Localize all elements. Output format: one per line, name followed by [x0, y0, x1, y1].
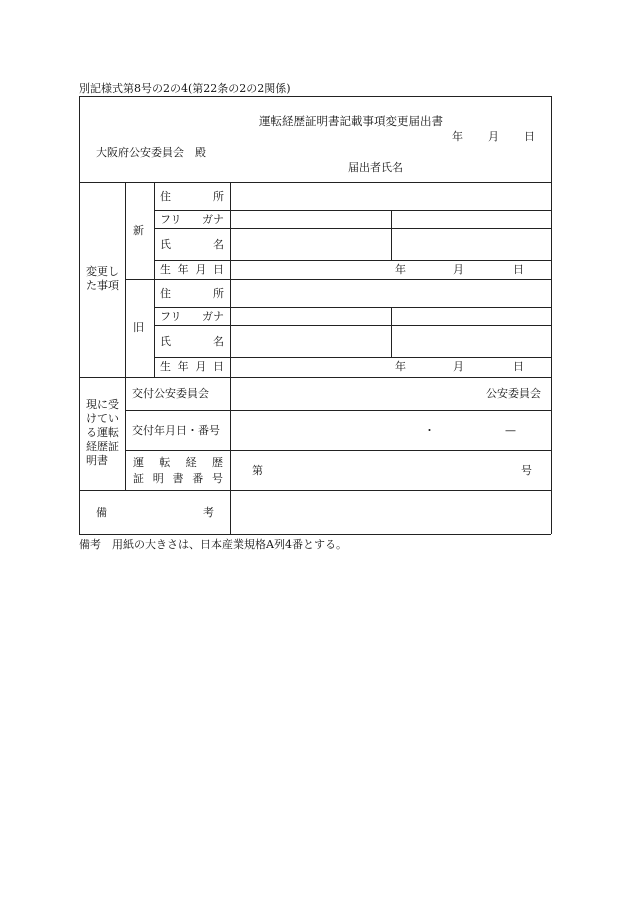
date-month-label: 月: [488, 130, 499, 143]
old-birth-month-unit: 月: [453, 360, 464, 373]
remarks-field[interactable]: [231, 491, 551, 534]
old-address-label: 住 所: [160, 287, 224, 300]
issue-date-number-field[interactable]: [231, 411, 551, 450]
new-birth-year-unit: 年: [395, 263, 406, 276]
old-birthdate-label: 生 年 月 日: [160, 360, 224, 373]
current-certificate-label: 現に受 けてい る運転 経歴証 明書: [86, 398, 119, 467]
cert-number-label-line1: 運 転 経 歴: [133, 456, 223, 469]
old-birth-day-unit: 日: [513, 360, 524, 373]
date-day-label: 日: [524, 130, 535, 143]
new-address-field[interactable]: [231, 183, 551, 210]
addressee: 大阪府公安委員会 殿: [96, 146, 206, 159]
issue-dash: —: [505, 424, 516, 437]
footnote: 備考 用紙の大きさは、日本産業規格A列4番とする。: [79, 538, 347, 551]
issuing-committee-field[interactable]: [231, 378, 481, 410]
new-address-label: 住 所: [160, 190, 224, 203]
old-furigana-label: フリ ガナ: [160, 310, 224, 323]
cert-number-label-line2: 証 明 書 番 号: [133, 472, 223, 485]
changed-items-label: 変更し た事項: [86, 265, 119, 292]
form-title: 運転経歴証明書記載事項変更届出書: [259, 114, 443, 128]
date-year-label: 年: [452, 130, 463, 143]
old-furigana-field[interactable]: [231, 308, 391, 325]
remarks-label: 備 考: [96, 506, 214, 519]
old-name-field[interactable]: [231, 326, 391, 357]
cert-number-field[interactable]: [265, 451, 515, 490]
applicant-name-label: 届出者氏名: [348, 161, 403, 174]
new-furigana-field[interactable]: [231, 211, 391, 228]
new-birthdate-label: 生 年 月 日: [160, 263, 224, 276]
issuing-committee-label: 交付公安委員会: [132, 387, 209, 400]
old-address-field[interactable]: [231, 280, 551, 307]
new-label: 新: [133, 224, 144, 237]
issue-date-number-label: 交付年月日・番号: [132, 424, 220, 437]
old-birth-year-unit: 年: [395, 360, 406, 373]
new-furigana-label: フリ ガナ: [160, 213, 224, 226]
issue-dot: ・: [424, 424, 435, 437]
old-name-label: 氏 名: [160, 335, 224, 348]
new-birth-month-unit: 月: [453, 263, 464, 276]
new-birth-day-unit: 日: [513, 263, 524, 276]
cert-number-prefix: 第: [252, 464, 263, 477]
new-name-field[interactable]: [231, 229, 391, 260]
cert-number-suffix: 号: [521, 464, 532, 477]
old-label: 旧: [133, 321, 144, 334]
issuing-committee-suffix: 公安委員会: [486, 387, 541, 400]
form-number-label: 別記様式第8号の2の4(第22条の2の2関係): [79, 82, 291, 95]
new-name-label: 氏 名: [160, 238, 224, 251]
